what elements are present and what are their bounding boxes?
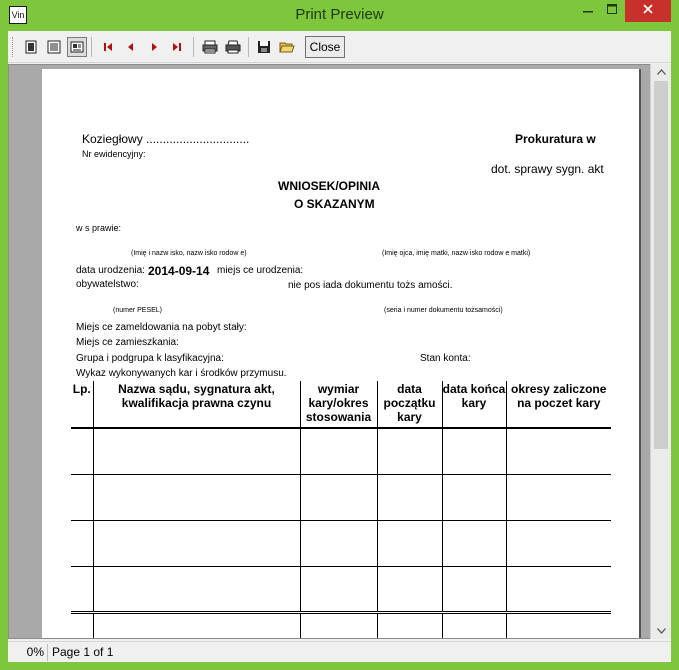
chevron-down-icon [657, 628, 666, 634]
preview-viewport[interactable] [8, 64, 671, 639]
table-row [71, 566, 611, 612]
header-data-konca: data końca kary [442, 381, 506, 428]
vertical-scrollbar[interactable] [650, 64, 671, 639]
data-urodzenia-label: data urodzenia: [76, 265, 145, 276]
open-icon [279, 40, 295, 54]
table-cell [300, 612, 377, 639]
table-cell [377, 474, 442, 520]
miejsce-zameldowania-label: Miejs ce zameldowania na pobyt stały: [76, 322, 247, 333]
close-button[interactable]: Close [305, 36, 345, 58]
data-urodzenia-value: 2014-09-14 [148, 264, 210, 278]
toolbar [8, 31, 671, 63]
print-button[interactable] [223, 37, 243, 57]
two-page-icon [47, 40, 61, 54]
table-cell [71, 428, 93, 474]
window-close-button[interactable] [625, 0, 671, 22]
table-cell [506, 428, 611, 474]
table-row [71, 474, 611, 520]
minimize-icon [583, 4, 593, 14]
header-lp: Lp. [71, 381, 93, 428]
last-page-button[interactable] [167, 37, 187, 57]
table-cell [71, 612, 93, 639]
toolbar-separator [91, 37, 92, 57]
hint-imie-ojca: (Imię ojca, imię matki, nazw isko rodow e matki) [382, 250, 531, 257]
header-left-text: Koziegłowy ............................... [82, 132, 250, 146]
table-cell [93, 428, 300, 474]
table-cell [300, 474, 377, 520]
miejsce-urodzenia-label: miejs ce urodzenia: [217, 265, 304, 276]
header-right-text: Prokuratura w [515, 132, 596, 146]
table-cell [442, 428, 506, 474]
save-button[interactable] [254, 37, 274, 57]
zoom-level: 0% [8, 644, 48, 661]
table-row [71, 520, 611, 566]
table-cell [93, 520, 300, 566]
page-width-button[interactable] [67, 37, 87, 57]
printer-setup-button[interactable] [200, 37, 220, 57]
hint-imie-nazwisko: (Imię i nazw isko, nazw isko rodow e) [131, 250, 247, 257]
table-cell [506, 474, 611, 520]
next-page-icon [148, 41, 160, 53]
table-cell [506, 566, 611, 612]
toolbar-separator [248, 37, 249, 57]
header-data-poczatku: data początku kary [377, 381, 442, 428]
table-cell [506, 612, 611, 639]
open-button[interactable] [277, 37, 297, 57]
stan-konta-label: Stan konta: [420, 353, 471, 364]
header-nazwa-sadu: Nazwa sądu, sygnatura akt, kwalifikacja prawna czynu [93, 381, 300, 428]
print-icon [225, 40, 241, 54]
page-indicator: Page 1 of 1 [52, 645, 114, 659]
table-cell [300, 566, 377, 612]
table-cell [300, 428, 377, 474]
table-cell [71, 474, 93, 520]
dot-sprawy-label: dot. sprawy sygn. akt [491, 162, 604, 176]
one-page-icon [24, 40, 38, 54]
maximize-button[interactable] [601, 0, 623, 22]
table-cell [377, 520, 442, 566]
table-cell [300, 520, 377, 566]
nie-posiada-text: nie pos iada dokumentu tożs amości. [288, 280, 453, 291]
last-page-icon [171, 41, 183, 53]
obywatelstwo-label: obywatelstwo: [76, 279, 139, 290]
table-cell [71, 566, 93, 612]
first-page-button[interactable] [98, 37, 118, 57]
table-cell [93, 474, 300, 520]
header-okresy-zaliczone: okresy zaliczone na poczet kary [506, 381, 611, 428]
toolbar-separator [193, 37, 194, 57]
table-cell [377, 612, 442, 639]
prev-page-button[interactable] [121, 37, 141, 57]
table-row [71, 612, 611, 639]
close-icon [643, 4, 653, 14]
maximize-icon [607, 4, 617, 14]
toolbar-grip[interactable] [12, 37, 15, 57]
table-header-row [71, 381, 611, 428]
table-cell [93, 612, 300, 639]
scroll-up-button[interactable] [651, 64, 671, 80]
prev-page-icon [125, 41, 137, 53]
page-width-icon [70, 40, 84, 54]
table-cell [377, 428, 442, 474]
table-cell [506, 520, 611, 566]
grupa-label: Grupa i podgrupa k lasyfikacyjna: [76, 353, 224, 364]
one-page-button[interactable] [21, 37, 41, 57]
table-cell [442, 612, 506, 639]
document-title-line2: O SKAZANYM [294, 197, 375, 211]
document-title-line1: WNIOSEK/OPINIA [278, 179, 381, 193]
save-icon [257, 40, 271, 54]
status-bar [8, 641, 671, 662]
nr-ewidencyjny-label: Nr ewidencyjny: [82, 149, 146, 159]
table-cell [93, 566, 300, 612]
scroll-down-button[interactable] [651, 623, 671, 639]
table-cell [442, 474, 506, 520]
printer-setup-icon [202, 40, 218, 54]
miejsce-zamieszkania-label: Miejs ce zamieszkania: [76, 337, 179, 348]
sentences-table [71, 381, 611, 639]
client-area [8, 31, 671, 662]
table-cell [442, 566, 506, 612]
two-page-button[interactable] [44, 37, 64, 57]
minimize-button[interactable] [577, 0, 599, 22]
next-page-button[interactable] [144, 37, 164, 57]
app-icon: Vin [9, 6, 27, 24]
hint-pesel: (numer PESEL) [113, 307, 163, 314]
table-cell [71, 520, 93, 566]
hint-seria: (seria i numer dokumentu tożsamości) [384, 307, 503, 314]
header-wymiar-kary: wymiar kary/okres stosowania [300, 381, 377, 428]
document-page [42, 69, 639, 639]
first-page-icon [102, 41, 114, 53]
title-bar[interactable] [0, 0, 679, 30]
window-title: Print Preview [295, 6, 384, 23]
table-cell [377, 566, 442, 612]
scrollbar-thumb[interactable] [654, 81, 668, 449]
table-cell [442, 520, 506, 566]
wykaz-label: Wykaz wykonywanych kar i środków przymusu. [76, 368, 287, 379]
w-sprawie-label: w s prawie: [76, 223, 122, 233]
table-row [71, 428, 611, 474]
chevron-up-icon [657, 69, 666, 75]
